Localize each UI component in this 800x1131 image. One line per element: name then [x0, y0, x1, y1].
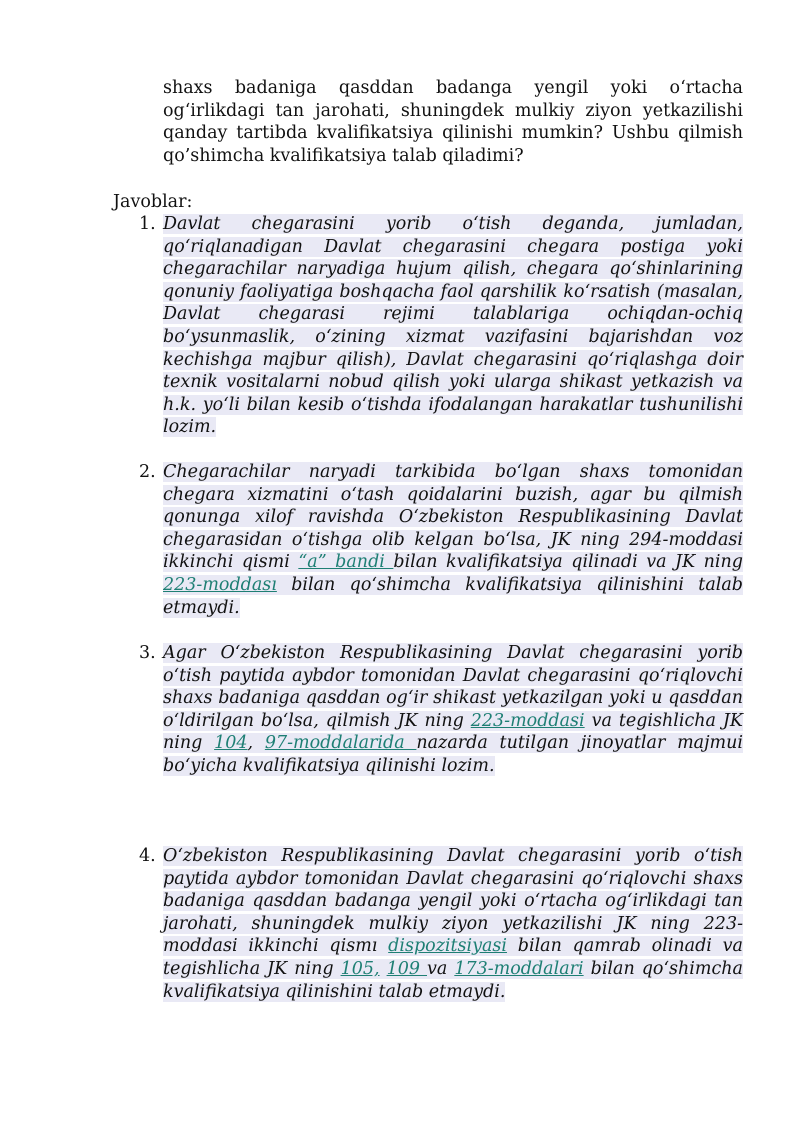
reference-link[interactable]: 104	[214, 733, 248, 754]
answer-text-run: bilan qo‘shimcha kvalifikatsiya qilinishini talab etmaydi.	[163, 958, 743, 1002]
answer-item-4	[163, 845, 743, 1003]
answer-text-run: va	[427, 958, 455, 979]
reference-link[interactable]: 105,	[340, 958, 380, 979]
answer-text-run: O‘zbekiston Respublikasining Davlat chegarasini yorib o‘tish paytida aybdor tomonidan Davlat chegarasini qo‘riqlovchi shaxs badaniga qasddan badanga yengil yoki o‘rtacha og‘irlikdagi tan jarohati, shuningdek mulkiy ziyon yetkazilishi JK ning 223-moddasi ikkinchi qismı	[163, 846, 743, 957]
answer-text-run: bilan qamrab olinadi va tegishlicha JK ning	[163, 936, 743, 979]
answer-text-run: bilan qo‘shimcha kvalifikatsiya qilinishini talab etmaydi.	[163, 574, 743, 618]
answer-text-run: ,	[247, 733, 265, 754]
answer-text	[163, 643, 743, 776]
answer-text	[163, 846, 743, 1002]
reference-link[interactable]: 173-moddalari	[454, 958, 584, 979]
answer-item-3	[163, 642, 743, 778]
answer-text-run	[380, 959, 387, 979]
answer-text-run: nazarda tutilgan jinoyatlar majmui bo‘yicha kvalifikatsiya qilinishi lozim.	[163, 733, 743, 776]
reference-link[interactable]: 109	[386, 958, 427, 979]
answers-heading: Javoblar:	[113, 192, 193, 212]
answer-text-run: va tegishlicha JK ning	[163, 710, 743, 754]
answer-text	[163, 462, 743, 618]
answer-text-run: Agar O‘zbekiston Respublikasining Davlat chegarasini yorib o‘tish paytida aybdor tomonidan Davlat chegarasini qo‘riqlovchi shaxs badaniga qasddan og‘ir shikast yetkazilgan yoki u qasddan o‘ldirilgan bo‘lsa, qilmish JK ning	[163, 643, 743, 731]
answer-text-run: bilan kvalifikatsiya qilinadi va JK ning	[393, 552, 743, 573]
question-text: shaxs badaniga qasddan badanga yengil yoki o‘rtacha og‘irlikdagi tan jarohati, shuningdek mulkiy ziyon yetkazilishi qanday tartibda kvalifikatsiya qilinishi mumkin? Ushbu qilmish qo’shimcha kvalifikatsiya talab qiladimi?	[163, 78, 743, 166]
answer-text-run: Davlat chegarasini yorib o‘tish deganda, jumladan, qo‘riqlanadigan Davlat chegarasini chegara postiga yoki chegarachilar naryadiga hujum qilish, chegara qo‘shinlarining qonuniy faoliyatiga boshqacha faol qarshilik ko‘rsatish (masalan, Davlat chegarasi rejimi talablariga ochiqdan-ochiq bo‘ysunmaslik, o‘zining xizmat vazifasini bajarishdan voz kechishga majbur qilish), Davlat chegarasini qo‘riqlashga doir texnik vositalarni nobud qilish yoki ularga shikast yetkazish va h.k. yo‘li bilan kesib o‘tishda ifodalangan harakatlar tushunilishi lozim.	[163, 214, 743, 438]
reference-link[interactable]: dispozitsiyasi	[388, 936, 508, 957]
answer-number-2: 2.	[139, 462, 156, 482]
reference-link[interactable]: “a” bandi	[298, 552, 394, 573]
answer-number-3: 3.	[139, 643, 156, 663]
answer-text-run: Chegarachilar naryadi tarkibida bo‘lgan shaxs tomonidan chegara xizmatini o‘tash qoidalarini buzish, agar bu qilmish qonunga xilof ravishda O‘zbekiston Respublikasining Davlat chegarasidan o‘tishga olib kelgan bo‘lsa, JK ning 294-moddasi ikkinchi qismi	[163, 462, 743, 573]
answer-item-1	[163, 213, 743, 439]
reference-link[interactable]: 223-moddasi	[470, 710, 585, 731]
reference-link[interactable]: 97-moddalarida	[264, 733, 417, 754]
answer-text	[163, 214, 743, 437]
answer-number-4: 4.	[139, 846, 156, 866]
reference-link[interactable]: 223-moddası	[163, 574, 277, 595]
answer-item-2	[163, 461, 743, 619]
answer-number-1: 1.	[139, 214, 156, 234]
